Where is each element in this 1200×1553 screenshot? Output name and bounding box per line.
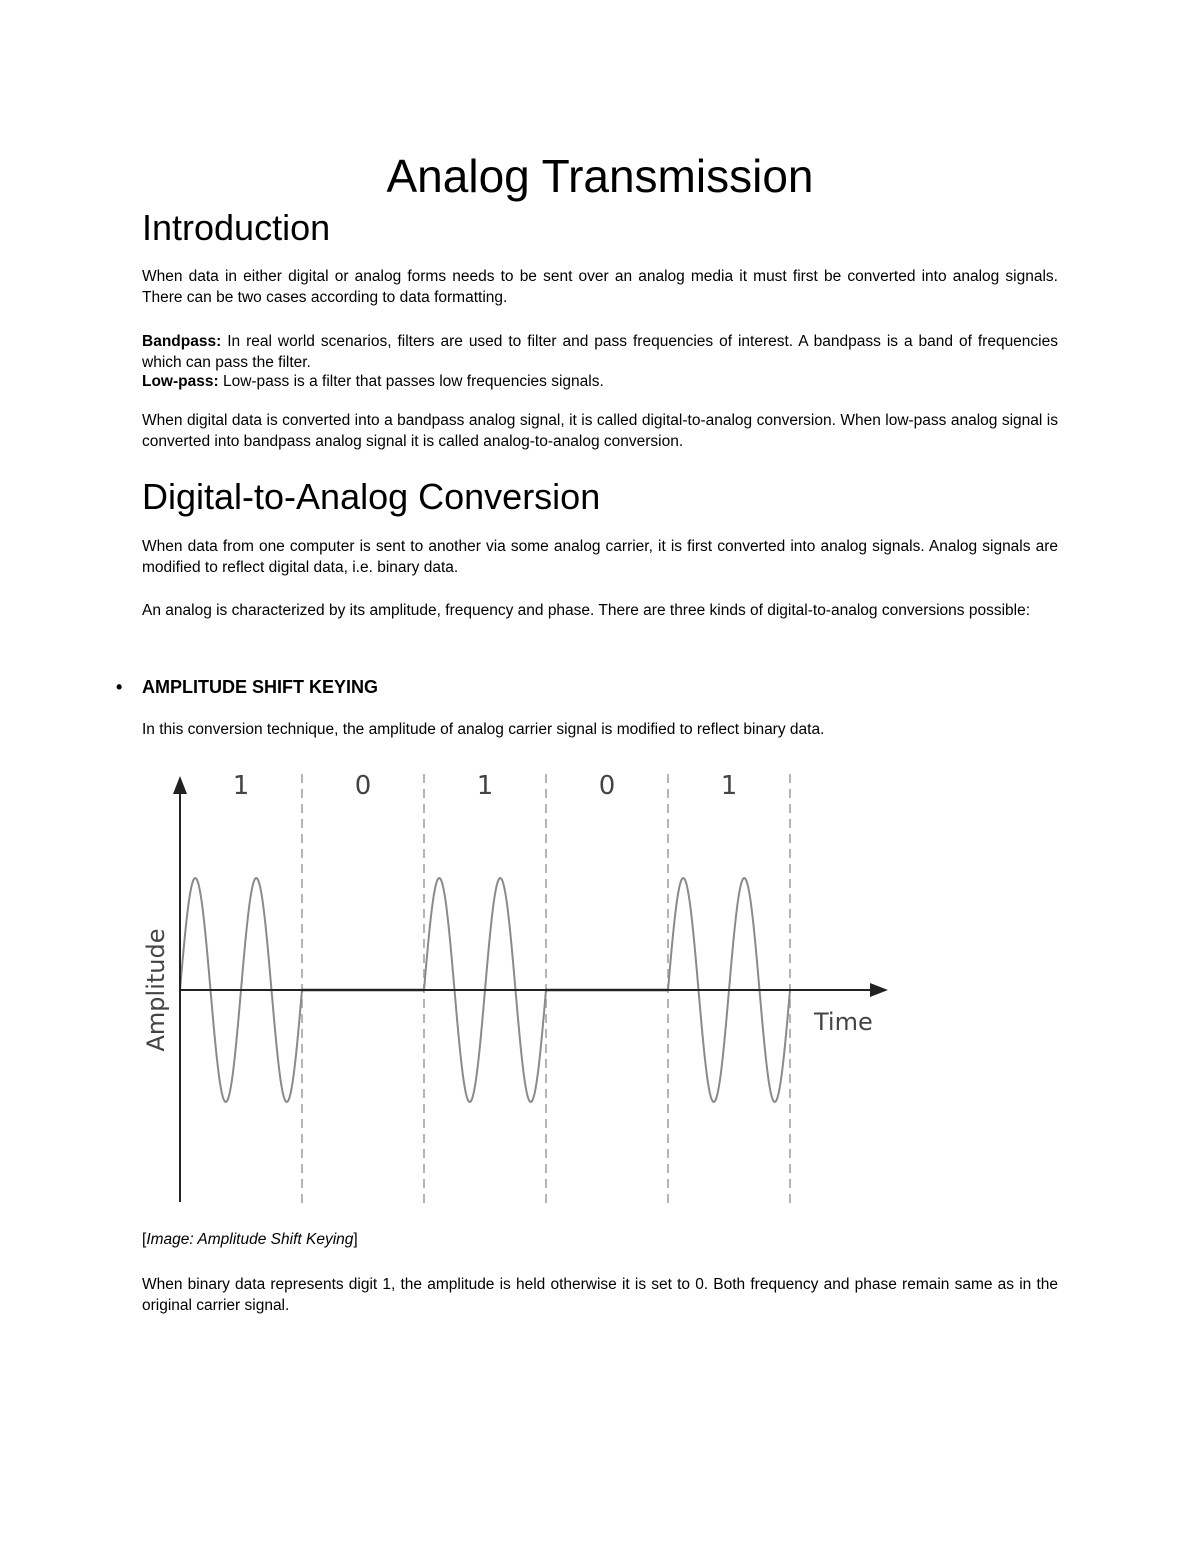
x-axis-arrow-icon bbox=[870, 983, 888, 997]
lowpass-definition bbox=[142, 371, 1058, 392]
y-axis-arrow-icon bbox=[173, 776, 187, 794]
dac-paragraph-1: When data from one computer is sent to another via some analog carrier, it is first converted into analog signals. Analog signals are modified to reflect digital data, i.e. binary data. bbox=[142, 538, 1058, 576]
dac-paragraph-2: An analog is characterized by its amplitude, frequency and phase. There are three kinds of digital-to-analog conversions possible: bbox=[142, 602, 1031, 619]
bit-label: 0 bbox=[598, 771, 616, 801]
bit-label: 1 bbox=[720, 771, 738, 801]
bandpass-term: Bandpass: bbox=[142, 333, 222, 350]
ask-explanation: When binary data represents digit 1, the amplitude is held otherwise it is set to 0. Both frequency and phase remain same as in the original carrier signal. bbox=[142, 1276, 1058, 1314]
introduction-heading: Introduction bbox=[142, 207, 331, 248]
dac-heading: Digital-to-Analog Conversion bbox=[142, 476, 601, 517]
bit-label: 1 bbox=[232, 771, 250, 801]
ask-bullet bbox=[116, 675, 378, 699]
lowpass-text: Low-pass is a filter that passes low frequencies signals. bbox=[218, 373, 604, 390]
x-axis-label: Time bbox=[814, 1008, 873, 1036]
bullet-icon: • bbox=[116, 677, 123, 697]
ask-paragraph: In this conversion technique, the amplitude of analog carrier signal is modified to reflect binary data. bbox=[142, 721, 825, 738]
y-axis-label: Amplitude bbox=[142, 928, 170, 1052]
ask-heading: AMPLITUDE SHIFT KEYING bbox=[142, 677, 379, 697]
bandpass-definition bbox=[142, 331, 1058, 373]
lowpass-term: Low-pass: bbox=[142, 373, 219, 390]
figure-caption: [Image: Amplitude Shift Keying] bbox=[142, 1231, 358, 1248]
caption-text: Image: Amplitude Shift Keying bbox=[146, 1231, 354, 1248]
bandpass-text: In real world scenarios, filters are used to filter and pass frequencies of interest. A bandpass is a band of frequencies which can pass the filter. bbox=[142, 333, 1058, 371]
bit-label: 1 bbox=[476, 771, 494, 801]
document-title: Analog Transmission bbox=[386, 150, 814, 202]
introduction-paragraph: When data in either digital or analog forms needs to be sent over an analog media it must first be converted into analog signals. There can be two cases according to data formatting. bbox=[142, 268, 1058, 306]
conversion-types-paragraph: When digital data is converted into a bandpass analog signal, it is called digital-to-analog conversion. When low-pass analog signal is converted into bandpass analog signal it is called analog-to-analog conversion. bbox=[142, 412, 1058, 450]
ask-diagram bbox=[142, 766, 902, 1206]
bit-label: 0 bbox=[354, 771, 372, 801]
